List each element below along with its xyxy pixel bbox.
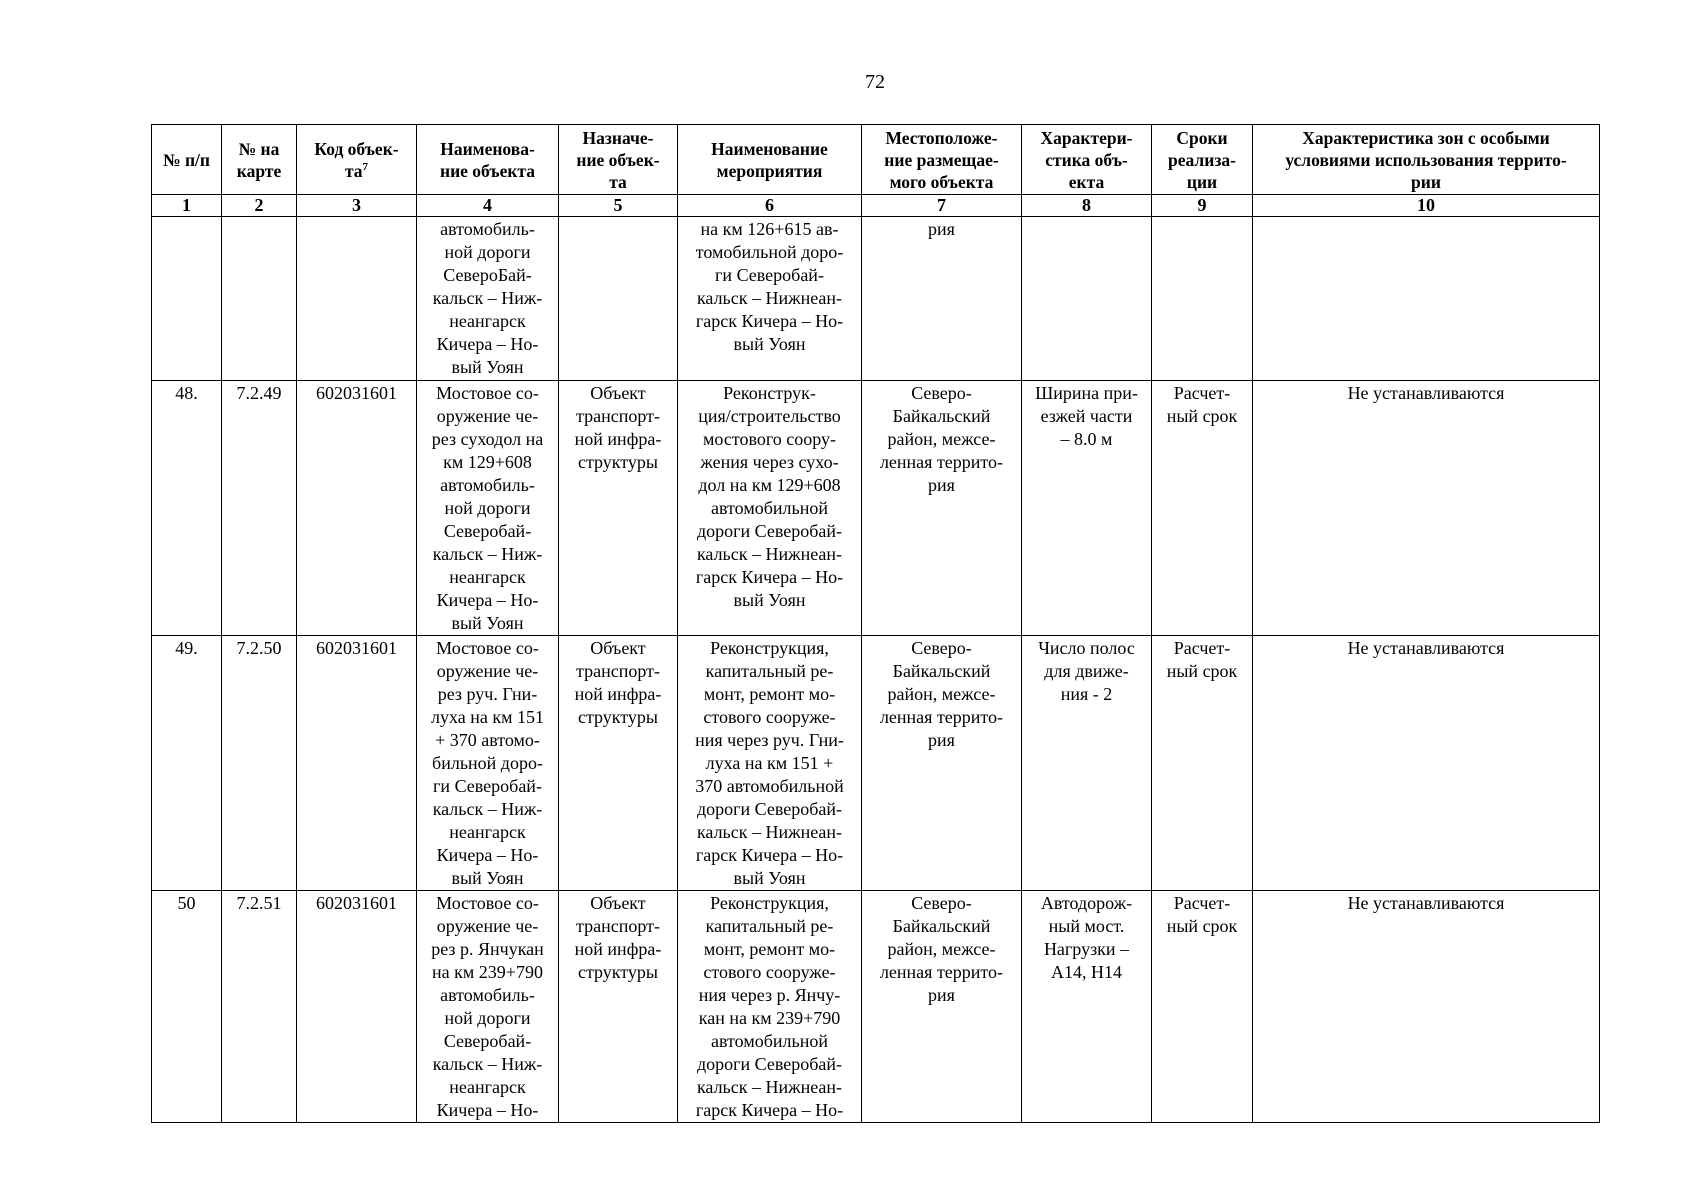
implementation-term: Расчет- ный срок <box>1152 891 1253 1123</box>
event-name: Реконструкция, капитальный ре- монт, ремонт мо- стового сооруже- ния через р. Янчу- кан на км 239+790 автомобильной дороги Северобай- кальск – Нижнеан- гарск Кичера – Но- <box>678 891 862 1123</box>
column-number: 5 <box>559 195 678 217</box>
object-code: 602031601 <box>297 381 417 636</box>
special-zones: Не устанавливаются <box>1253 891 1600 1123</box>
table-row <box>152 891 1600 1123</box>
column-number: 4 <box>417 195 559 217</box>
object-name: автомобиль- ной дороги СевероБай- кальск – Ниж- неангарск Кичера – Но- вый Уоян <box>417 217 559 381</box>
header-cell: № на карте <box>222 125 297 195</box>
header-cell: Характери- стика объ- екта <box>1022 125 1152 195</box>
object-location: Северо- Байкальский район, межсе- ленная террито- рия <box>862 891 1022 1123</box>
implementation-term: Расчет- ный срок <box>1152 381 1253 636</box>
implementation-term <box>1152 217 1253 381</box>
object-characteristic <box>1022 217 1152 381</box>
object-location: рия <box>862 217 1022 381</box>
implementation-term: Расчет- ный срок <box>1152 636 1253 891</box>
table-row <box>152 636 1600 891</box>
column-number: 7 <box>862 195 1022 217</box>
column-number: 1 <box>152 195 222 217</box>
column-number-row <box>152 195 1600 217</box>
footnote-marker: 7 <box>362 161 369 174</box>
map-number: 7.2.51 <box>222 891 297 1123</box>
header-cell: Наименование мероприятия <box>678 125 862 195</box>
object-name: Мостовое со- оружение че- рез руч. Гни- луха на км 151 + 370 автомо- бильной доро- ги Северобай- кальск – Ниж- неангарск Кичера – Но- вый Уоян <box>417 636 559 891</box>
object-purpose <box>559 217 678 381</box>
header-cell: Код объек- $та^7$ <box>297 125 417 195</box>
object-name: Мостовое со- оружение че- рез р. Янчукан на км 239+790 автомобиль- ной дороги Северобай- кальск – Ниж- неангарск Кичера – Но- <box>417 891 559 1123</box>
event-name: на км 126+615 ав- томобильной доро- ги Северобай- кальск – Нижнеан- гарск Кичера – Но- вый Уоян <box>678 217 862 381</box>
column-number: 3 <box>297 195 417 217</box>
column-number: 8 <box>1022 195 1152 217</box>
header-cell: Сроки реализа- ции <box>1152 125 1253 195</box>
row-number <box>152 217 222 381</box>
header-cell: Наименова- ние объекта <box>417 125 559 195</box>
table-row <box>152 217 1600 381</box>
map-number <box>222 217 297 381</box>
table-row <box>152 381 1600 636</box>
row-number: 49. <box>152 636 222 891</box>
objects-table <box>151 124 1600 1123</box>
object-characteristic: Число полос для движе- ния - 2 <box>1022 636 1152 891</box>
row-number: 48. <box>152 381 222 636</box>
column-number: 2 <box>222 195 297 217</box>
object-location: Северо- Байкальский район, межсе- ленная террито- рия <box>862 381 1022 636</box>
object-characteristic: Автодорож- ный мост. Нагрузки – А14, Н14 <box>1022 891 1152 1123</box>
object-code <box>297 217 417 381</box>
object-purpose: Объект транспорт- ной инфра- структуры <box>559 636 678 891</box>
map-number: 7.2.49 <box>222 381 297 636</box>
row-number: 50 <box>152 891 222 1123</box>
column-number: 10 <box>1253 195 1600 217</box>
header-cell: Местоположе- ние размещае- мого объекта <box>862 125 1022 195</box>
event-name: Реконструк- ция/строительство мостового соору- жения через сухо- дол на км 129+608 автомобильной дороги Северобай- кальск – Нижнеан- гарск Кичера – Но- вый Уоян <box>678 381 862 636</box>
special-zones: Не устанавливаются <box>1253 636 1600 891</box>
special-zones: Не устанавливаются <box>1253 381 1600 636</box>
object-code: 602031601 <box>297 891 417 1123</box>
table-header-row <box>152 125 1600 195</box>
object-characteristic: Ширина при- езжей части – 8.0 м <box>1022 381 1152 636</box>
header-cell: № п/п <box>152 125 222 195</box>
object-purpose: Объект транспорт- ной инфра- структуры <box>559 381 678 636</box>
object-location: Северо- Байкальский район, межсе- ленная террито- рия <box>862 636 1022 891</box>
header-cell: Назначе- ние объек- та <box>559 125 678 195</box>
column-number: 6 <box>678 195 862 217</box>
map-number: 7.2.50 <box>222 636 297 891</box>
object-code: 602031601 <box>297 636 417 891</box>
special-zones <box>1253 217 1600 381</box>
page-number: 72 <box>865 71 885 93</box>
event-name: Реконструкция, капитальный ре- монт, ремонт мо- стового сооруже- ния через руч. Гни- луха на км 151 + 370 автомобильной дороги Северобай- кальск – Нижнеан- гарск Кичера – Но- вый Уоян <box>678 636 862 891</box>
object-name: Мостовое со- оружение че- рез суходол на км 129+608 автомобиль- ной дороги Северобай- кальск – Ниж- неангарск Кичера – Но- вый Уоян <box>417 381 559 636</box>
column-number: 9 <box>1152 195 1253 217</box>
header-cell: Характеристика зон с особыми условиями использования террито- рии <box>1253 125 1600 195</box>
object-purpose: Объект транспорт- ной инфра- структуры <box>559 891 678 1123</box>
